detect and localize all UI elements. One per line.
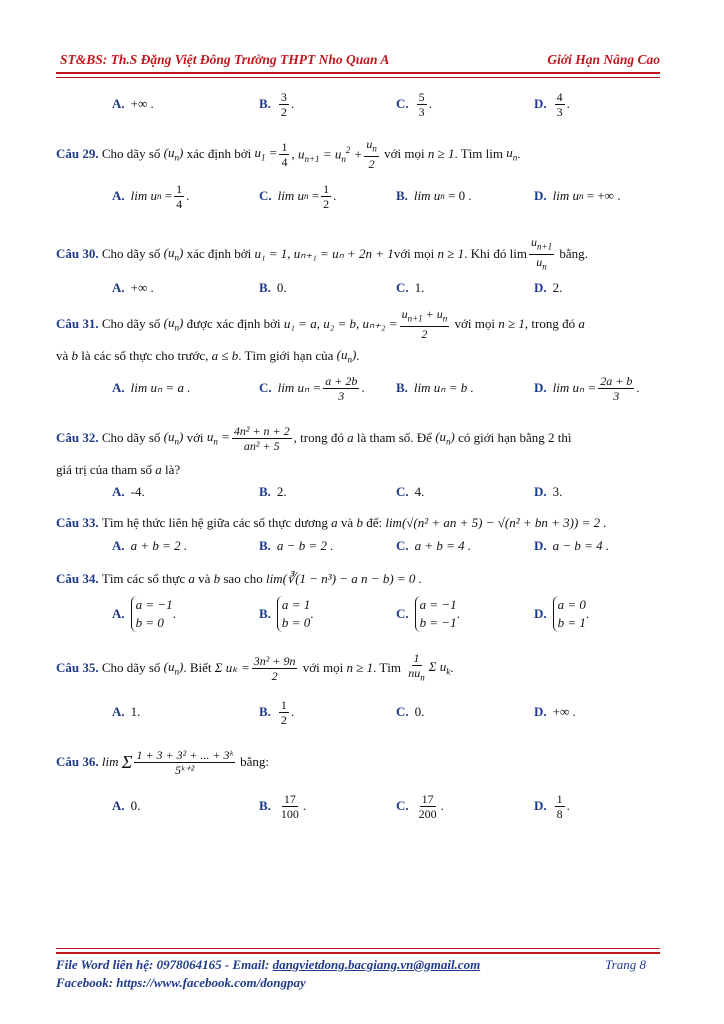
q36-stem: Câu 36. lim Σ $\frac{\text{1 + 3 + 3² + ... + 3ᵏ}}{\text{5ᵏ⁺²}}$ bằng: <box>56 747 269 777</box>
q31-stem: Câu 31. Cho dãy số $(u_n)$ được xác định bởi u₁ = a, u₂ = b, uₙ₊₂ = $\frac{u_{n+1} + u_n}{2}$ với mọi n ≥ 1 , trong đó a <box>56 307 585 341</box>
q32-stem-line2: giá trị của tham số a là? <box>56 462 181 477</box>
q34-stem: Câu 34. Tìm các số thực a và b sao cho lim(∛(1 − n³) − a n − b) = 0 . <box>56 571 422 586</box>
header-rule <box>56 72 660 78</box>
header-topic: Giới Hạn Nâng Cao <box>547 52 660 67</box>
option-label: B. <box>259 96 271 111</box>
page-header <box>56 52 660 72</box>
option-label: C. <box>396 96 409 111</box>
footer-rule <box>56 948 660 954</box>
q28-options: A. +∞ . B. $\frac{3}{2}$ . C. $\frac{5}{3}$ . D. $\frac{4}{3}$ . <box>112 89 570 119</box>
q30-options: A. +∞ . B. 0. C. 1. D. 2. <box>112 280 563 295</box>
q33-stem: Câu 33. Tìm hệ thức liên hệ giữa các số thực dương a và b để: lim(√(n² + an + 5) − √(n² + bn + 3)) = 2 . <box>56 515 607 530</box>
question-number: Câu 29. <box>56 146 99 161</box>
q35-options: A. 1. B. $\frac{1}{2}$ . C. 0. D. +∞ . <box>112 697 576 727</box>
q34-options: A. a = −1 b = 0 . B. a = 1 b = 0 . C. a = −1 b = −1 . D. a = 0 b = 1 . <box>112 597 590 630</box>
email-link[interactable]: dangvietdong.bacgiang.vn@gmail.com <box>272 957 481 972</box>
q30-stem: Câu 30. Cho dãy số $(u_n)$ xác định bởi u₁ = 1, uₙ₊₁ = uₙ + 2n + 1 với mọi n ≥ 1 . Khi đó lim $\frac{u_{n+1}}{u_n}$ bằng. <box>56 235 588 271</box>
option-value: +∞ . <box>130 96 154 111</box>
q36-options: A. 0. B. $\frac{17}{100}$ . C. $\frac{17}{200}$ . D. $\frac{1}{8}$ . <box>112 791 570 821</box>
fraction: $\frac{5}{3}$ <box>418 89 425 119</box>
facebook-link[interactable]: Facebook: https://www.facebook.com/dongpay <box>56 975 306 990</box>
page-number: Trang 8 <box>605 957 646 972</box>
q31-stem-line2: và b là các số thực cho trước, a ≤ b . Tìm giới hạn của $(u_n)$ . <box>56 347 360 365</box>
q32-options: A. -4. B. 2. C. 4. D. 3. <box>112 484 563 499</box>
fraction: $\frac{3}{2}$ <box>280 89 287 119</box>
header-author: ST&BS: Th.S Đặng Việt Đông Trường THPT Nho Quan A <box>60 52 390 67</box>
q29-stem: Câu 29. Cho dãy số $(u_n)$ xác định bởi $u_1$ = $\frac{1}{4}$ , $u_{n+1} = u_n^2$ + $\frac{u_n}{2}$ với mọi n ≥ 1 . Tìm lim $u_n$ . <box>56 137 521 171</box>
option-label: D. <box>534 96 547 111</box>
q32-stem: Câu 32. Cho dãy số $(u_n)$ với $u_n$ = $\frac{\text{4n² + n + 2}}{\text{an² + 5}}$ , trong đó a là tham số. Để $(u_n)$ có giới hạn bằng 2 thì <box>56 423 572 453</box>
q29-options: A. lim u n = $\frac{1}{4}$ . C. lim u n = $\frac{1}{2}$ . B. lim u n = 0 . D. lim u n = +∞ . <box>112 181 621 211</box>
q35-stem: Câu 35. Cho dãy số $(u_n)$ . Biết Σ uₖ = $\frac{\text{3n² + 9n}}{2}$ với mọi n ≥ 1 . Tìm $\frac{1}{nu_n}$ Σ $u_k$ . <box>56 651 454 683</box>
q31-options: A. lim uₙ = a . C. lim uₙ = $\frac{a + 2b}{3}$ . B. lim uₙ = b . D. lim uₙ = $\frac{2a + b}{3}$ . <box>112 373 640 403</box>
q33-options: A. a + b = 2 . B. a − b = 2 . C. a + b = 4 . D. a − b = 4 . <box>112 538 610 553</box>
fraction: $\frac{4}{3}$ <box>556 89 563 119</box>
page-footer: File Word liên hệ: 0978064165 - Email: dangvietdong.bacgiang.vn@gmail.com Trang 8 Facebook: https://www.facebook.com/dongpay <box>56 957 646 990</box>
option-label: A. <box>112 96 125 111</box>
